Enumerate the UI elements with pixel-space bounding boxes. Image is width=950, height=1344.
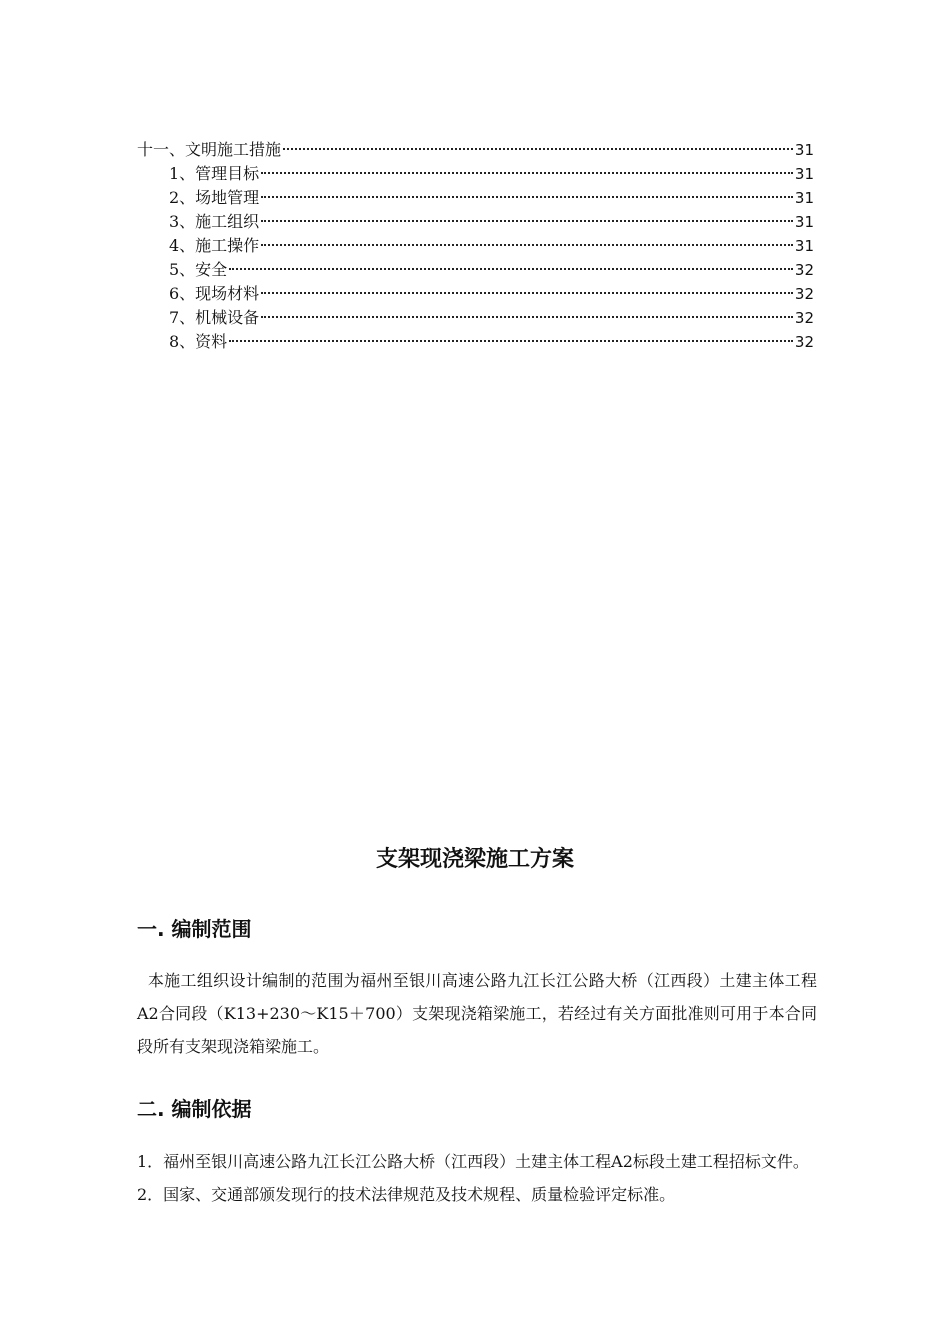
section-heading-basis: 二. 编制依据 [137,1097,252,1121]
toc-entry[interactable] [137,210,814,234]
toc-entry-label: 6、现场材料 [169,284,260,303]
toc-entry[interactable] [137,138,814,162]
toc-entry-page: 31 [794,237,814,255]
toc-entry-label: 7、机械设备 [169,308,260,327]
toc-entry[interactable] [137,282,814,306]
toc-entry-page: 31 [794,141,814,159]
toc-entry-label: 3、施工组织 [169,212,260,231]
toc-entry-label: 2、场地管理 [169,188,260,207]
toc-entry-label: 5、安全 [169,260,228,279]
table-of-contents [137,138,814,354]
section-heading-scope: 一. 编制范围 [137,917,252,941]
basis-list [137,1145,817,1211]
toc-dot-leader [261,244,793,246]
scope-paragraph: 本施工组织设计编制的范围为福州至银川高速公路九江长江公路大桥（江西段）土建主体工程A2合同段（K13+230～K15＋700）支架现浇箱梁施工，若经过有关方面批准则可用于本合同段所有支架现浇箱梁施工。 [137,971,817,1056]
toc-entry[interactable] [137,234,814,258]
toc-entry-label: 4、施工操作 [169,236,260,255]
toc-dot-leader [283,148,793,150]
basis-list-item: 1．福州至银川高速公路九江长江公路大桥（江西段）土建主体工程A2标段土建工程招标文件。 [137,1152,809,1171]
toc-dot-leader [261,196,793,198]
toc-entry-page: 32 [794,333,814,351]
toc-entry-label: 8、资料 [169,332,228,351]
toc-entry-page: 32 [794,261,814,279]
toc-entry-page: 32 [794,285,814,303]
toc-entry-page: 31 [794,213,814,231]
toc-entry-page: 31 [794,165,814,183]
toc-dot-leader [261,292,793,294]
toc-entry-page: 32 [794,309,814,327]
toc-entry[interactable] [137,330,814,354]
toc-entry[interactable] [137,186,814,210]
toc-entry[interactable] [137,306,814,330]
toc-dot-leader [229,268,793,270]
toc-entry[interactable] [137,162,814,186]
basis-list-item: 2．国家、交通部颁发现行的技术法律规范及技术规程、质量检验评定标准。 [137,1185,676,1204]
toc-entry-label: 十一、文明施工措施 [137,140,282,159]
toc-dot-leader [261,172,793,174]
document-title: 支架现浇梁施工方案 [375,847,574,872]
toc-dot-leader [261,220,793,222]
toc-entry[interactable] [137,258,814,282]
toc-dot-leader [229,340,793,342]
toc-entry-page: 31 [794,189,814,207]
toc-entry-label: 1、管理目标 [169,164,260,183]
toc-dot-leader [261,316,793,318]
